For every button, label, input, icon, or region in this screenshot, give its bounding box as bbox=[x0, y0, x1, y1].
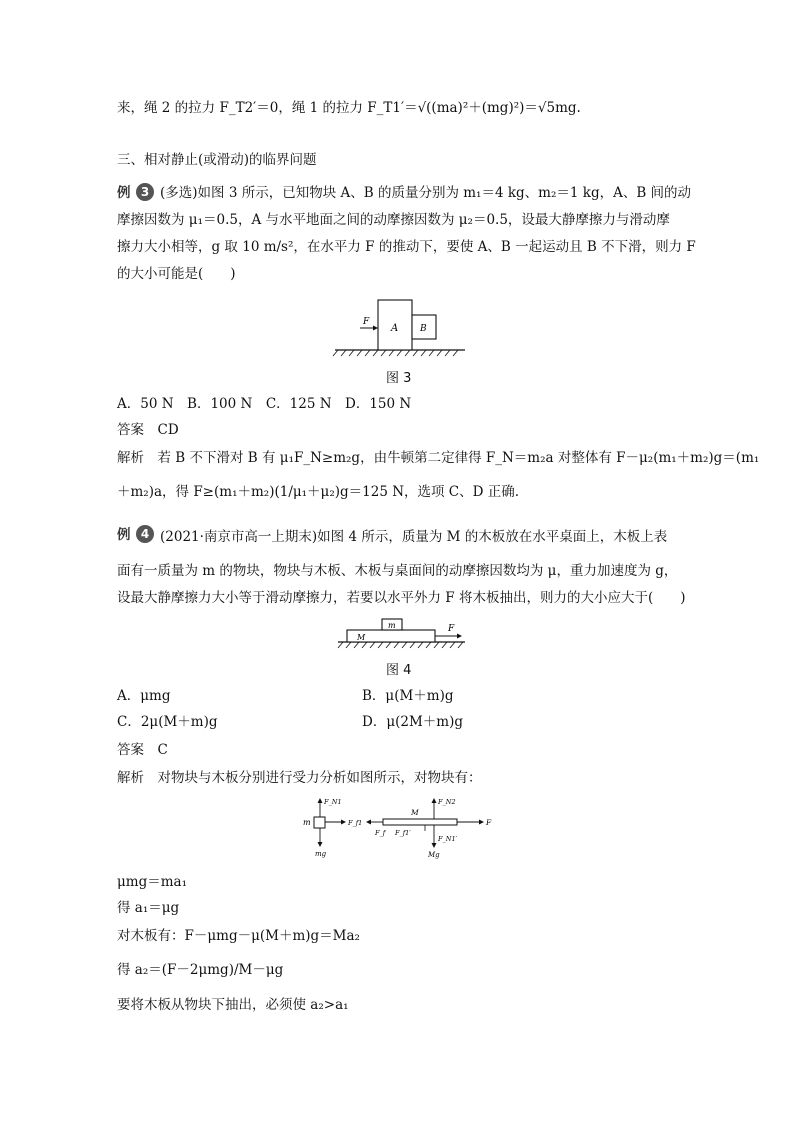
equation-line: 得 a₂＝(F－2μmg)/M－μg bbox=[117, 962, 284, 978]
text-line: 设最大静摩擦力大小等于滑动摩擦力，若要以水平外力 F 将木板抽出，则力的大小应大于( ) bbox=[117, 590, 686, 606]
text-line: 擦力大小相等，g 取 10 m/s²，在水平力 F 的推动下，要使 A、B 一起运动且 B 不下滑，则力 F bbox=[117, 239, 696, 255]
figure-4 bbox=[335, 615, 470, 651]
section-heading: 三、相对静止(或滑动)的临界问题 bbox=[117, 152, 317, 168]
example-number-badge: 3 bbox=[136, 183, 154, 201]
fbd-label: m bbox=[303, 818, 311, 827]
fbd-label: mg bbox=[315, 850, 327, 858]
text-line: 面有一质量为 m 的物块，物块与木板、木板与桌面间的动摩擦因数均为 μ，重力加速度为 g， bbox=[117, 563, 678, 579]
free-body-diagram bbox=[295, 795, 505, 860]
text-line: 来，绳 2 的拉力 F_T2′＝0，绳 1 的拉力 F_T1′＝√((ma)²＋(mg)²)＝√5mg. bbox=[117, 100, 581, 116]
figure-caption: 图 3 bbox=[386, 371, 412, 386]
fbd-label: F bbox=[486, 818, 492, 827]
example-label: 例 bbox=[117, 527, 131, 543]
text-line: (多选)如图 3 所示，已知物块 A、B 的质量分别为 m₁＝4 kg、m₂＝1 kg，A、B 间的动 bbox=[160, 185, 692, 201]
figure-caption: 图 4 bbox=[386, 663, 412, 678]
fbd-label: Mg bbox=[428, 851, 440, 859]
figure-3 bbox=[330, 295, 470, 357]
block-m-label: m bbox=[388, 621, 396, 630]
equation-line: μmg＝ma₁ bbox=[117, 874, 187, 890]
answer-line: 答案 CD bbox=[117, 422, 179, 438]
options-line: A．50 N B．100 N C．125 N D．150 N bbox=[117, 396, 412, 412]
text-line: (2021·南京市高一上期末)如图 4 所示，质量为 M 的木板放在水平桌面上，木板上表 bbox=[160, 529, 668, 545]
option-d: D．μ(2M＋m)g bbox=[362, 714, 463, 730]
fbd-label: F_N1′ bbox=[438, 835, 458, 843]
fbd-label: F_N2 bbox=[438, 798, 456, 806]
option-a: A．μmg bbox=[117, 688, 171, 704]
text-line: 的大小可能是( ) bbox=[117, 266, 236, 282]
force-label: F bbox=[448, 624, 455, 634]
option-b: B．μ(M＋m)g bbox=[362, 688, 454, 704]
fbd-label: F_f1 bbox=[348, 819, 363, 827]
fbd-label: F_f1′ bbox=[395, 829, 411, 837]
answer-line: 答案 C bbox=[117, 742, 168, 758]
fbd-label: F_f bbox=[375, 829, 386, 837]
analysis-line: ＋m₂)a，得 F≥(m₁＋m₂)(1/μ₁＋μ₂)g＝125 N，选项 C、D 正确. bbox=[117, 484, 520, 500]
text-line: 要将木板从物块下抽出，必须使 a₂>a₁ bbox=[117, 997, 349, 1013]
equation-line: 得 a₁＝μg bbox=[117, 900, 180, 916]
block-b-label: B bbox=[420, 324, 427, 334]
fbd-label: M bbox=[411, 808, 419, 817]
example-label: 例 bbox=[117, 185, 131, 201]
fbd-label: F_N1 bbox=[324, 798, 342, 806]
force-label: F bbox=[363, 317, 370, 327]
analysis-line: 解析 若 B 不下滑对 B 有 μ₁F_N≥m₂g，由牛顿第二定律得 F_N＝m₂a 对整体有 F－μ₂(m₁＋m₂)g＝(m₁ bbox=[117, 450, 760, 466]
example-number-badge: 4 bbox=[136, 525, 154, 543]
text-line: 摩擦因数为 μ₁＝0.5，A 与水平地面之间的动摩擦因数为 μ₂＝0.5，设最大静摩擦力与滑动摩 bbox=[117, 212, 670, 228]
equation-line: 对木板有：F－μmg－μ(M＋m)g＝Ma₂ bbox=[117, 928, 360, 944]
board-m-label: M bbox=[357, 633, 366, 642]
analysis-line: 解析 对物块与木板分别进行受力分析如图所示，对物块有： bbox=[117, 770, 482, 786]
option-c: C．2μ(M＋m)g bbox=[117, 714, 218, 730]
block-a-label: A bbox=[391, 323, 399, 334]
